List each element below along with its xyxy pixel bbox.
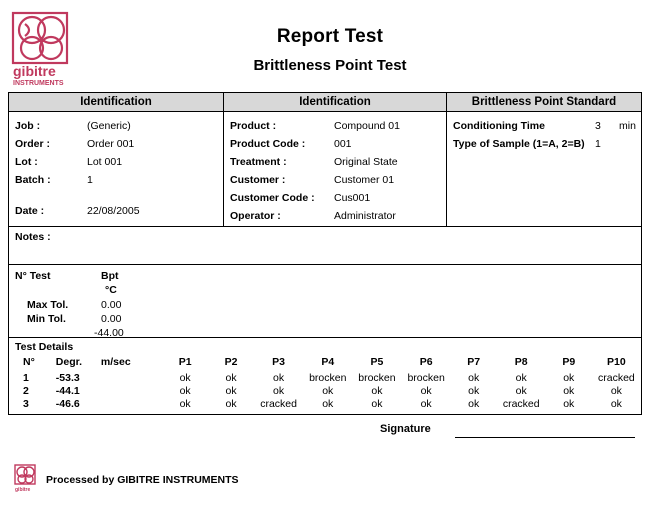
results-col-test: N° Test xyxy=(15,270,51,282)
row2-p3: ok xyxy=(273,384,285,397)
table-row xyxy=(15,397,641,410)
row3-p7: ok xyxy=(468,397,480,410)
row1-p2: ok xyxy=(225,371,237,384)
section-title-standard: Brittleness Point Standard xyxy=(471,96,617,108)
identification-right-column xyxy=(224,112,447,226)
identification-left-column xyxy=(9,112,224,226)
page-subtitle: Brittleness Point Test xyxy=(253,57,407,74)
batch-value: 1 xyxy=(87,174,93,186)
row3-msec xyxy=(101,397,162,410)
treatment-value: Original State xyxy=(334,156,398,168)
row3-p4: ok xyxy=(322,397,334,410)
operator-value: Administrator xyxy=(334,210,396,222)
row1-p4: brocken xyxy=(309,371,347,384)
section-title-identification-left: Identification xyxy=(9,93,224,111)
row1-p10: cracked xyxy=(597,371,635,384)
test-details-table xyxy=(15,355,641,410)
results-unit: °C xyxy=(105,284,117,296)
th-p6: P6 xyxy=(419,356,433,368)
svg-text:INSTRUMENTS: INSTRUMENTS xyxy=(13,80,64,87)
order-label: Order : xyxy=(15,138,51,150)
row1-n: 1 xyxy=(23,371,29,384)
row2-p9: ok xyxy=(563,384,575,397)
report-frame xyxy=(8,92,642,415)
row1-msec xyxy=(101,371,162,384)
notes-section xyxy=(9,227,641,265)
identification-body xyxy=(9,112,641,227)
customer-label: Customer : xyxy=(230,174,286,186)
th-p1: P1 xyxy=(178,356,192,368)
svg-text:gibitre: gibitre xyxy=(13,63,56,79)
row2-p2: ok xyxy=(225,384,237,397)
row3-p5: ok xyxy=(371,397,383,410)
th-n: N° xyxy=(23,356,35,368)
row3-p1: ok xyxy=(179,397,191,410)
min-tol-value: 0.00 xyxy=(101,313,122,325)
gibitre-logo xyxy=(10,10,82,90)
customer-code-value: Cus001 xyxy=(334,192,371,204)
row3-p6: ok xyxy=(420,397,432,410)
signature-label: Signature xyxy=(380,423,431,435)
th-p8: P8 xyxy=(514,356,528,368)
customer-value: Customer 01 xyxy=(334,174,395,186)
row3-p9: ok xyxy=(563,397,575,410)
conditioning-time-unit: min xyxy=(619,120,636,132)
job-label: Job : xyxy=(15,120,41,132)
th-p3: P3 xyxy=(272,356,286,368)
product-code-value: 001 xyxy=(334,138,352,150)
test-details-section xyxy=(9,338,641,414)
footer-text: Processed by GIBITRE INSTRUMENTS xyxy=(46,474,239,486)
notes-label: Notes : xyxy=(15,231,51,243)
row1-p8: ok xyxy=(515,371,527,384)
operator-label: Operator : xyxy=(230,210,281,222)
conditioning-time-value: 3 xyxy=(595,120,601,132)
th-msec: m/sec xyxy=(100,356,131,368)
row2-n: 2 xyxy=(23,384,29,397)
table-row xyxy=(15,371,641,384)
test-details-label: Test Details xyxy=(15,341,74,353)
row2-p7: ok xyxy=(468,384,480,397)
date-value: 22/08/2005 xyxy=(87,205,140,217)
th-p4: P4 xyxy=(321,356,335,368)
row2-msec xyxy=(101,384,162,397)
row3-p8: cracked xyxy=(502,397,540,410)
job-value: (Generic) xyxy=(87,120,131,132)
row1-p5: brocken xyxy=(358,371,396,384)
row2-p1: ok xyxy=(179,384,191,397)
section-title-identification-right: Identification xyxy=(224,93,447,111)
max-tol-value: 0.00 xyxy=(101,299,122,311)
lot-label: Lot : xyxy=(15,156,38,168)
row3-p10: ok xyxy=(610,397,622,410)
th-p5: P5 xyxy=(370,356,384,368)
svg-text:gibitre: gibitre xyxy=(15,487,31,493)
row2-p6: ok xyxy=(420,384,432,397)
th-degr: Degr. xyxy=(55,356,83,368)
treatment-label: Treatment : xyxy=(230,156,287,168)
max-tol-label: Max Tol. xyxy=(27,299,69,311)
type-of-sample-label: Type of Sample (1=A, 2=B) xyxy=(453,138,585,150)
product-label: Product : xyxy=(230,120,277,132)
standard-column xyxy=(447,112,641,226)
page-title: Report Test xyxy=(276,26,384,47)
row1-p7: ok xyxy=(468,371,480,384)
results-section xyxy=(9,265,641,338)
footer-logo-icon xyxy=(14,464,40,494)
row3-p2: ok xyxy=(225,397,237,410)
section-header-row xyxy=(9,93,641,112)
row1-p6: brocken xyxy=(407,371,445,384)
row1-p3: ok xyxy=(273,371,285,384)
batch-label: Batch : xyxy=(15,174,51,186)
th-p9: P9 xyxy=(562,356,576,368)
row2-p10: ok xyxy=(610,384,622,397)
row2-p4: ok xyxy=(322,384,334,397)
row1-degr: -53.3 xyxy=(55,371,80,384)
lot-value: Lot 001 xyxy=(87,156,123,168)
th-p7: P7 xyxy=(467,356,481,368)
row1-p9: ok xyxy=(563,371,575,384)
min-tol-label: Min Tol. xyxy=(27,313,66,325)
row3-p3: cracked xyxy=(260,397,297,410)
row3-n: 3 xyxy=(23,397,29,410)
th-p2: P2 xyxy=(224,356,238,368)
row2-p5: ok xyxy=(371,384,383,397)
product-value: Compound 01 xyxy=(334,120,400,132)
row2-p8: ok xyxy=(515,384,527,397)
type-of-sample-value: 1 xyxy=(595,138,601,150)
table-row xyxy=(15,384,641,397)
order-value: Order 001 xyxy=(87,138,135,150)
row2-degr: -44.1 xyxy=(55,384,80,397)
customer-code-label: Customer Code : xyxy=(230,192,315,204)
row3-degr: -46.6 xyxy=(55,397,80,410)
table-header-row xyxy=(15,355,641,371)
th-p10: P10 xyxy=(607,356,626,368)
row1-p1: ok xyxy=(179,371,191,384)
results-col-bpt: Bpt xyxy=(101,270,119,282)
bpt-final-value: -44.00 xyxy=(94,327,124,339)
product-code-label: Product Code : xyxy=(230,138,306,150)
date-label: Date : xyxy=(15,205,45,217)
conditioning-time-label: Conditioning Time xyxy=(453,120,545,132)
signature-line xyxy=(455,437,635,438)
